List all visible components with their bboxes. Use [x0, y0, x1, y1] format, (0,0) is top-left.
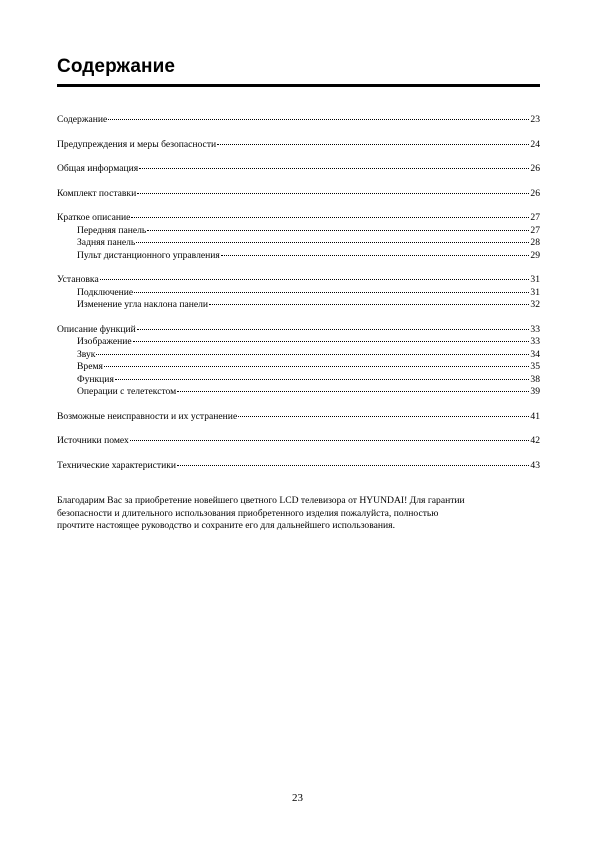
- toc-entry-label: Возможные неисправности и их устранение: [57, 410, 238, 422]
- toc-entry-label: Подключение: [77, 286, 134, 298]
- toc-entry-page: 41: [530, 410, 540, 422]
- dot-leader: [130, 440, 530, 441]
- toc-entry-label: Пульт дистанционного управления: [77, 249, 220, 261]
- toc-entry-page: 38: [530, 373, 540, 385]
- toc-group: [57, 212, 540, 262]
- toc-entry-page: 39: [530, 386, 540, 397]
- dot-leader: [136, 242, 529, 243]
- dot-leader: [221, 255, 530, 256]
- toc-entry-label: Краткое описание: [57, 212, 131, 223]
- toc-entry-label: Передняя панель: [77, 224, 147, 236]
- toc-group: [57, 274, 540, 312]
- dot-leader: [217, 144, 529, 145]
- dot-leader: [147, 230, 529, 231]
- dot-leader: [115, 379, 530, 380]
- toc-entry-label: Функция: [77, 373, 114, 385]
- toc-entry-page: 24: [530, 138, 540, 150]
- toc-entry[interactable]: [57, 435, 540, 448]
- toc-entry-page: 29: [530, 249, 540, 261]
- toc-entry-label: Операции с телетекстом: [77, 386, 177, 397]
- toc-entry-page: 33: [530, 336, 540, 347]
- dot-leader: [177, 465, 529, 466]
- toc-entry-page: 27: [530, 224, 540, 236]
- toc-entry[interactable]: [57, 460, 540, 473]
- dot-leader: [209, 304, 529, 305]
- toc-entry-page: 33: [530, 323, 540, 335]
- toc-group: [57, 139, 540, 152]
- toc-subentry[interactable]: [57, 250, 540, 263]
- toc-entry-label: Общая информация: [57, 163, 139, 174]
- toc-entry-label: Время: [77, 361, 103, 372]
- dot-leader: [137, 193, 529, 194]
- intro-line: прочтите настоящее руководство и сохраните его для дальнейшего использования.: [57, 520, 395, 532]
- page-title: Содержание: [57, 56, 176, 77]
- toc-entry[interactable]: [57, 114, 540, 127]
- toc-entry[interactable]: [57, 411, 540, 424]
- dot-leader: [96, 354, 529, 355]
- toc-entry-page: 26: [530, 187, 540, 199]
- toc-entry-page: 28: [530, 237, 540, 248]
- toc-entry-label: Содержание: [57, 114, 108, 125]
- toc-entry-page: 27: [530, 212, 540, 223]
- toc-entry-label: Описание функций: [57, 323, 136, 335]
- dot-leader: [133, 341, 530, 342]
- table-of-contents: [57, 114, 540, 484]
- toc-subentry[interactable]: [57, 361, 540, 374]
- dot-leader: [104, 366, 529, 367]
- toc-entry-page: 23: [530, 114, 540, 125]
- toc-entry-label: Изображение: [77, 336, 132, 347]
- toc-entry[interactable]: [57, 324, 540, 337]
- toc-subentry[interactable]: [57, 225, 540, 238]
- toc-entry-label: Источники помех: [57, 435, 129, 446]
- page-number: 23: [292, 792, 303, 804]
- toc-group: [57, 324, 540, 399]
- toc-entry-label: Предупреждения и меры безопасности: [57, 138, 217, 150]
- dot-leader: [134, 292, 529, 293]
- toc-entry-page: 42: [530, 435, 540, 446]
- toc-entry-label: Звук: [77, 348, 96, 360]
- toc-subentry[interactable]: [57, 287, 540, 300]
- toc-entry-page: 43: [530, 459, 540, 471]
- toc-entry-page: 31: [530, 274, 540, 285]
- toc-entry[interactable]: [57, 188, 540, 201]
- toc-entry-page: 35: [530, 361, 540, 372]
- toc-entry-label: Установка: [57, 274, 99, 285]
- toc-group: [57, 114, 540, 127]
- toc-entry[interactable]: [57, 163, 540, 176]
- dot-leader: [139, 168, 529, 169]
- toc-entry-page: 34: [530, 348, 540, 360]
- toc-subentry[interactable]: [57, 386, 540, 399]
- toc-subentry[interactable]: [57, 237, 540, 250]
- toc-entry-page: 32: [530, 299, 540, 310]
- toc-entry-label: Задняя панель: [77, 237, 136, 248]
- toc-subentry[interactable]: [57, 374, 540, 387]
- toc-group: [57, 411, 540, 424]
- toc-entry-page: 31: [530, 286, 540, 298]
- dot-leader: [177, 391, 529, 392]
- toc-entry[interactable]: [57, 212, 540, 225]
- dot-leader: [131, 217, 529, 218]
- toc-entry-label: Комплект поставки: [57, 187, 137, 199]
- dot-leader: [238, 416, 529, 417]
- intro-paragraph: [57, 495, 540, 533]
- dot-leader: [108, 119, 529, 120]
- dot-leader: [100, 279, 530, 280]
- toc-group: [57, 163, 540, 176]
- toc-entry-page: 26: [530, 163, 540, 174]
- intro-line: Благодарим Вас за приобретение новейшего цветного LCD телевизора от HYUNDAI! Для гарантии: [57, 495, 465, 506]
- intro-line: безопасности и длительного использования приобретенного изделия пожалуйста, полностью: [57, 507, 439, 519]
- toc-subentry[interactable]: [57, 349, 540, 362]
- toc-entry[interactable]: [57, 139, 540, 152]
- dot-leader: [137, 329, 530, 330]
- toc-entry[interactable]: [57, 274, 540, 287]
- title-rule: [57, 84, 540, 87]
- toc-group: [57, 188, 540, 201]
- toc-group: [57, 460, 540, 473]
- toc-entry-label: Изменение угла наклона панели: [77, 299, 209, 310]
- toc-subentry[interactable]: [57, 299, 540, 312]
- toc-group: [57, 435, 540, 448]
- toc-subentry[interactable]: [57, 336, 540, 349]
- toc-entry-label: Технические характеристики: [57, 459, 177, 471]
